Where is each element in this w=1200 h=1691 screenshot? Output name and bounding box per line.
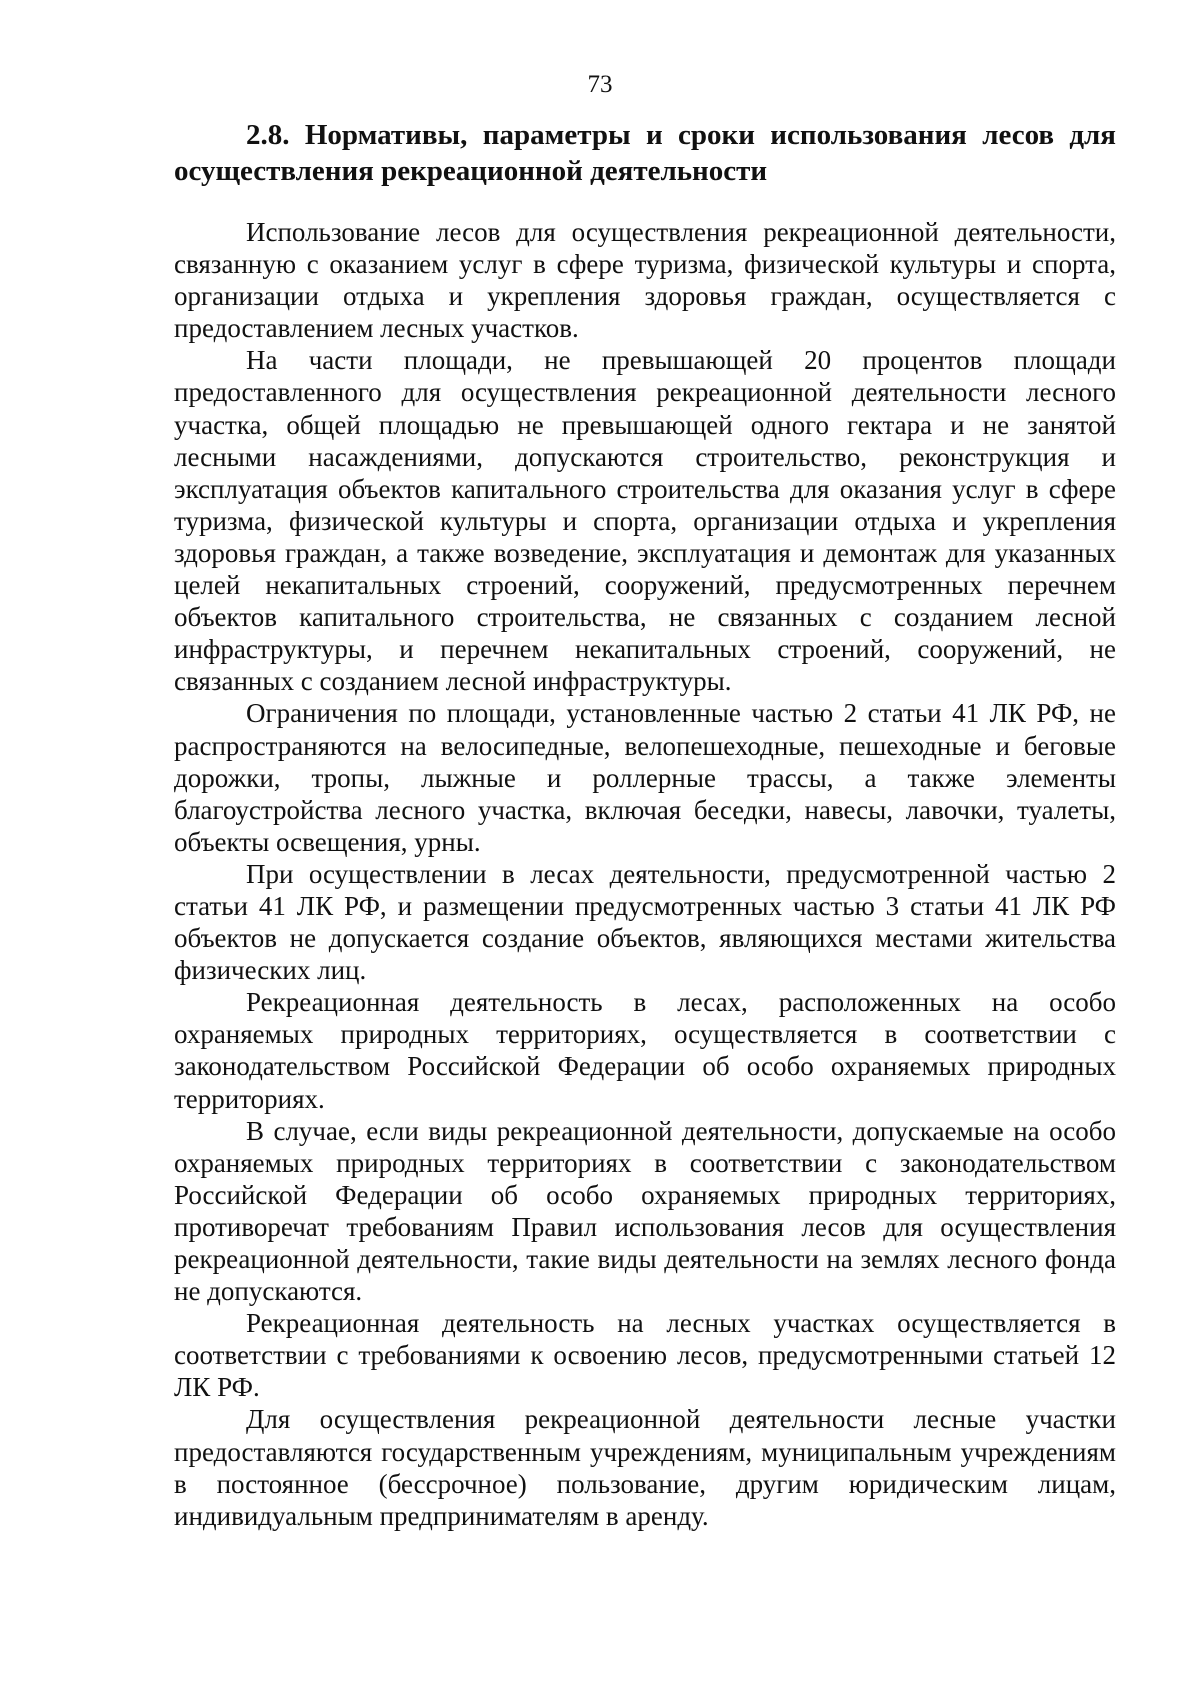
paragraph: При осуществлении в лесах деятельности, предусмотренной частью 2 статьи 41 ЛК РФ, и размещении предусмотренных частью 3 статьи 41 ЛК РФ объектов не допускается создание объектов, являющихся местами жительства физических лиц. [174,858,1116,986]
paragraph: Использование лесов для осуществления рекреационной деятельности, связанную с оказанием услуг в сфере туризма, физической культуры и спорта, организации отдыха и укрепления здоровья граждан, осуществляется с предоставлением лесных участков. [174,217,1116,344]
page-number: 73 [587,71,613,98]
paragraph: Рекреационная деятельность на лесных участках осуществляется в соответствии с требованиями к освоению лесов, предусмотренными статьей 12 ЛК РФ. [174,1308,1116,1403]
section-heading [174,117,1116,189]
paragraph: Для осуществления рекреационной деятельности лесные участки предоставляются государственным учреждениям, муниципальным учреждениям в постоянное (бессрочное) пользование, другим юридическим лицам, индивидуальным предпринимателям в аренду. [174,1404,1116,1531]
paragraph: Рекреационная деятельность в лесах, расположенных на особо охраняемых природных территориях, осуществляется в соответствии с законодательством Российской Федерации об особо охраняемых природных территориях. [174,987,1116,1114]
section-number: 2.8. [246,119,290,151]
paragraph: Ограничения по площади, установленные частью 2 статьи 41 ЛК РФ, не распространяются на велосипедные, велопешеходные, пешеходные и беговые дорожки, тропы, лыжные и роллерные трассы, а также элементы благоустройства лесного участка, включая беседки, навесы, лавочки, туалеты, объекты освещения, урны. [174,698,1116,857]
paragraph: На части площади, не превышающей 20 процентов площади предоставленного для осуществления рекреационной деятельности лесного участка, общей площадью не превышающей одного гектара и не занятой лесными насаждениями, допускаются строительство, реконструкция и эксплуатация объектов капитального строительства для оказания услуг в сфере туризма, физической культуры и спорта, организации отдыха и укрепления здоровья граждан, а также возведение, эксплуатация и демонтаж для указанных целей некапитальных строений, сооружений, предусмотренных перечнем объектов капитального строительства, не связанных с созданием лесной инфраструктуры, и перечнем некапитальных строений, сооружений, не связанных с созданием лесной инфраструктуры. [174,345,1116,697]
section-title: Нормативы, параметры и сроки использования лесов для осуществления рекреационной деятельности [174,119,1116,187]
paragraph: В случае, если виды рекреационной деятельности, допускаемые на особо охраняемых природных территориях в соответствии с законодательством Российской Федерации об особо охраняемых природных территориях, противоречат требованиям Правил использования лесов для осуществления рекреационной деятельности, такие виды деятельности на землях лесного фонда не допускаются. [174,1115,1116,1307]
document-body [174,216,1116,1532]
